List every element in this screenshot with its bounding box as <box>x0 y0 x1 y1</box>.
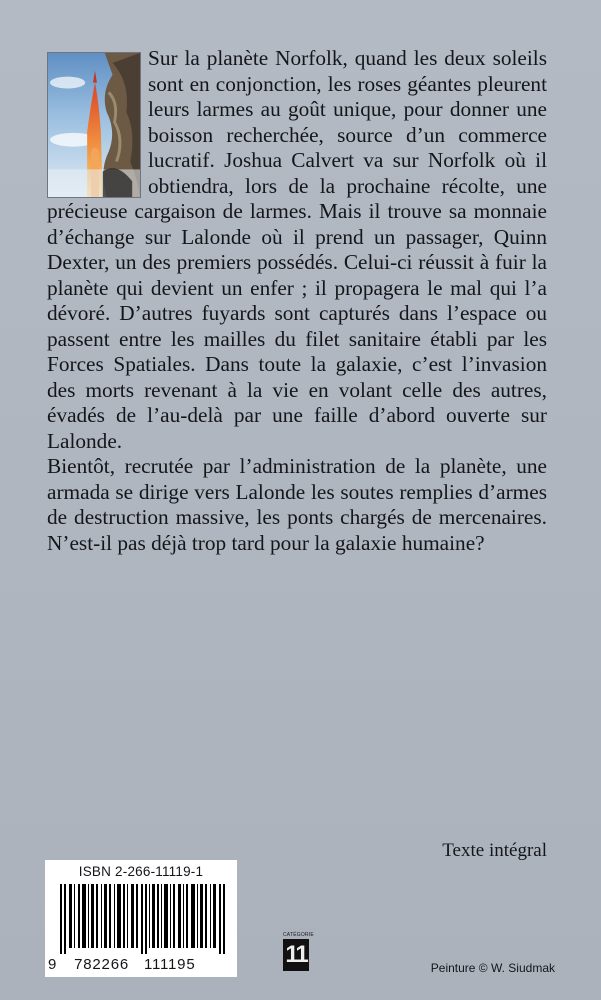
barcode-panel <box>45 860 237 977</box>
category-number: 11 <box>283 939 309 971</box>
illustration-credit: Peinture © W. Siudmak <box>430 961 555 975</box>
category-badge <box>283 932 314 971</box>
blurb-paragraph-2: Bientôt, recrutée par l’administration de la planète, une armada se dirige vers Lalonde les soutes remplies d’armes de destruction massive, les ponts chargés de mercenaires. N’est-il pas déjà trop tard pour la galaxie humaine? <box>47 454 547 555</box>
blurb-paragraph-1: Sur la planète Norfolk, quand les deux soleils sont en conjonction, les roses géantes pleurent leurs larmes au goût unique, pour donner une boisson recherchée, source d’un commerce lucratif. Joshua Calvert va sur Norfolk où il obtiendra, lors de la prochaine récolte, une précieuse cargaison de larmes. Mais il trouve sa monnaie d’échange sur Lalonde où il prend un passager, Quinn Dexter, un des premiers possédés. Celui-ci réussit à fuir la planète qui devient un enfer ; il propagera le mal qui l’a dévoré. D’autres fuyards sont capturés dans l’espace ou passent entre les mailles du filet sanitaire établi par les Forces Spatiales. Dans toute la galaxie, c’est l’invasion des morts revenant à la vie en volant celle des autres, évadés de l’au-delà par une faille d’abord ouverte sur Lalonde. <box>47 46 547 453</box>
thumbnail-spacer <box>47 46 148 198</box>
isbn-label: ISBN 2-266-11119-1 <box>78 864 204 879</box>
barcode-icon <box>60 884 228 954</box>
ean-digits-left: 782266 <box>74 956 129 973</box>
ean-digit-prefix: 9 <box>48 956 58 973</box>
edition-note: Texte intégral <box>442 840 547 861</box>
ean-digits-right: 111195 <box>143 956 196 973</box>
ean-number <box>48 956 234 973</box>
blurb-text <box>47 46 547 556</box>
category-label: CATÉGORIE <box>283 932 314 938</box>
